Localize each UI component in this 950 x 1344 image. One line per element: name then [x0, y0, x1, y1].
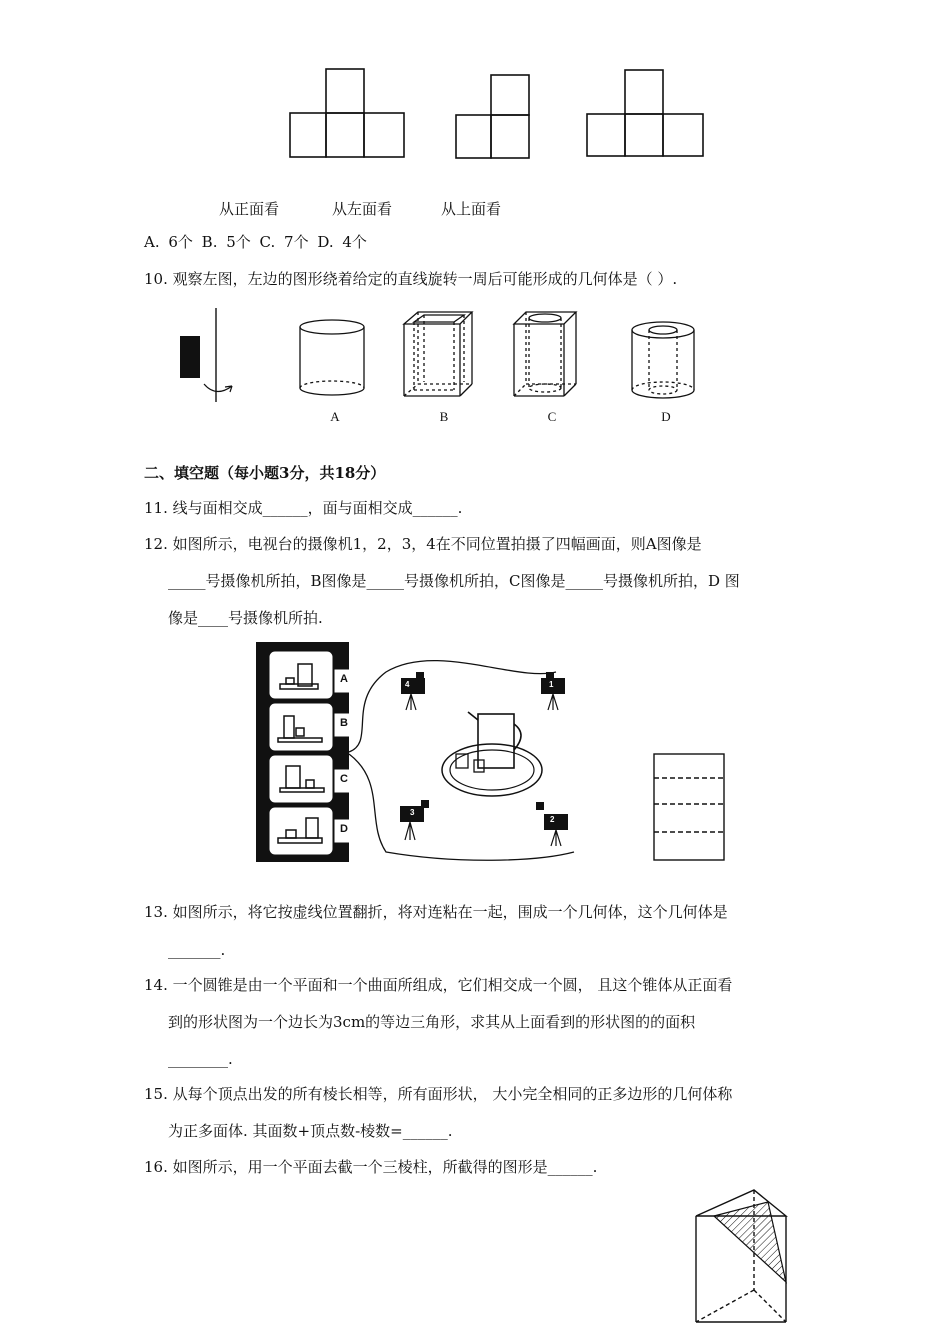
q14-line3: ________. — [168, 1050, 233, 1068]
q11-text: 11. 线与面相交成______，面与面相交成______. — [144, 499, 463, 517]
option-a-label: A — [330, 409, 340, 424]
q16-text: 16. 如图所示，用一个平面去截一个三棱柱，所截得的图形是______. — [144, 1158, 598, 1176]
view-caption-top: 从上面看 — [441, 200, 502, 218]
rotation-shape-figure — [176, 306, 240, 406]
option-d-hollow-cylinder — [630, 320, 698, 402]
q15-line2: 为正多面体. 其面数+顶点数-棱数=______. — [168, 1122, 453, 1140]
option-a-cylinder — [298, 318, 368, 400]
view-top-figure — [585, 68, 707, 160]
view-front-figure — [288, 67, 408, 159]
tv-cameras-figure — [256, 642, 588, 864]
q13-line2: _______. — [168, 941, 226, 959]
view-caption-front: 从正面看 — [219, 200, 280, 218]
camera-label-4: 4 — [405, 680, 410, 689]
option-d-label: D — [661, 409, 671, 424]
option-c-prism — [512, 310, 578, 400]
q10-text: 10. 观察左图，左边的图形绕着给定的直线旋转一周后可能形成的几何体是（ ）. — [144, 270, 678, 288]
q14-line2: 到的形状图为一个边长为3cm的等边三角形，求其从上面看到的形状图的的面积 — [168, 1013, 696, 1031]
option-b-prism — [402, 310, 476, 400]
view-caption-left: 从左面看 — [332, 200, 393, 218]
q12-line3: 像是____号摄像机所拍. — [168, 609, 323, 627]
screen-label-d: D — [340, 823, 348, 835]
camera-label-2: 2 — [550, 815, 555, 824]
triangular-prism-cut-figure — [692, 1186, 802, 1326]
fold-net-figure — [652, 752, 726, 862]
section-title: 二、填空题（每小题3分，共18分） — [144, 464, 386, 482]
q15-line1: 15. 从每个顶点出发的所有棱长相等，所有面形状， 大小完全相同的正多边形的几何体称 — [144, 1085, 733, 1103]
q12-line2: _____号摄像机所拍，B图像是_____号摄像机所拍，C图像是_____号摄像机所拍，D 图 — [168, 572, 740, 590]
option-b-label: B — [439, 409, 449, 424]
q12-line1: 12. 如图所示，电视台的摄像机1，2，3，4在不同位置拍摄了四幅画面，则A图像是 — [144, 535, 702, 553]
screen-label-c: C — [340, 773, 348, 785]
screen-label-b: B — [340, 717, 348, 729]
view-left-figure — [454, 73, 534, 161]
option-c-label: C — [547, 409, 557, 424]
screen-label-a: A — [340, 673, 348, 685]
camera-label-1: 1 — [549, 680, 554, 689]
camera-label-3: 3 — [410, 808, 415, 817]
q9-options: A. 6个 B. 5个 C. 7个 D. 4个 — [144, 233, 367, 251]
q14-line1: 14. 一个圆锥是由一个平面和一个曲面所组成，它们相交成一个圆， 且这个锥体从正面看 — [144, 976, 733, 994]
q13-line1: 13. 如图所示，将它按虚线位置翻折，将对连粘在一起，围成一个几何体，这个几何体是 — [144, 903, 728, 921]
